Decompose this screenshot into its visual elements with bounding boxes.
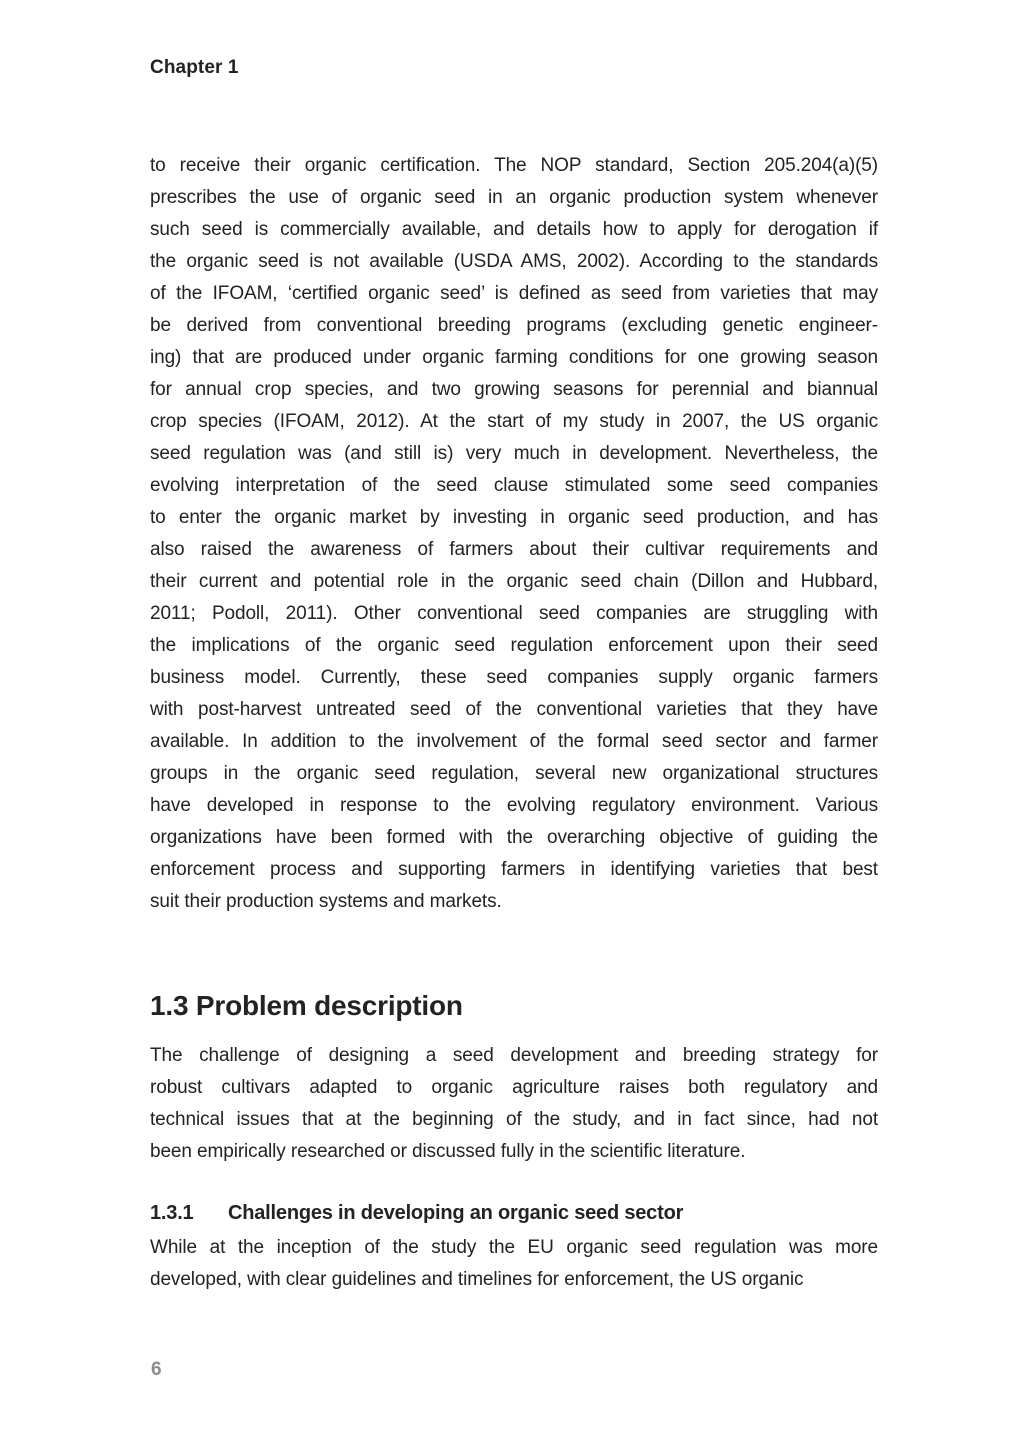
text-line: have developed in response to the evolving regulatory environment. Various: [150, 795, 878, 816]
text-line: groups in the organic seed regulation, several new organizational structures: [150, 763, 878, 784]
text-line: for annual crop species, and two growing seasons for perennial and biannual: [150, 379, 878, 400]
text-line: their current and potential role in the organic seed chain (Dillon and Hubbard,: [150, 571, 878, 592]
body-paragraph-2: [150, 1040, 878, 1168]
subsection-heading: [150, 1197, 878, 1229]
text-line: the organic seed is not available (USDA AMS, 2002). According to the standards: [150, 251, 878, 272]
text-line: enforcement process and supporting farmers in identifying varieties that best: [150, 859, 878, 880]
text-line: crop species (IFOAM, 2012). At the start of my study in 2007, the US organic: [150, 411, 878, 432]
text-line: 2011; Podoll, 2011). Other conventional seed companies are struggling with: [150, 603, 878, 624]
body-paragraph-1: [150, 150, 878, 918]
text-line: suit their production systems and markets.: [150, 891, 502, 912]
text-line: developed, with clear guidelines and timelines for enforcement, the US organic: [150, 1269, 804, 1290]
text-line: While at the inception of the study the EU organic seed regulation was more: [150, 1237, 878, 1258]
text-line: robust cultivars adapted to organic agriculture raises both regulatory and: [150, 1077, 878, 1098]
running-header: Chapter 1: [150, 57, 239, 78]
text-line: prescribes the use of organic seed in an organic production system whenever: [150, 187, 878, 208]
text-line: available. In addition to the involvement of the formal seed sector and farmer: [150, 731, 878, 752]
text-line: of the IFOAM, ‘certified organic seed’ is defined as seed from varieties that may: [150, 283, 878, 304]
text-line: technical issues that at the beginning of the study, and in fact since, had not: [150, 1109, 878, 1130]
text-line: The challenge of designing a seed development and breeding strategy for: [150, 1045, 878, 1066]
text-line: ing) that are produced under organic farming conditions for one growing season: [150, 347, 878, 368]
subsection-number: 1.3.1: [150, 1202, 194, 1224]
text-line: to enter the organic market by investing in organic seed production, and has: [150, 507, 878, 528]
text-line: seed regulation was (and still is) very much in development. Nevertheless, the: [150, 443, 878, 464]
section-heading: 1.3 Problem description: [150, 989, 463, 1021]
text-line: with post-harvest untreated seed of the conventional varieties that they have: [150, 699, 878, 720]
subsection-title: Challenges in developing an organic seed sector: [228, 1202, 684, 1224]
text-line: to receive their organic certification. The NOP standard, Section 205.204(a)(5): [150, 155, 878, 176]
text-line: organizations have been formed with the overarching objective of guiding the: [150, 827, 878, 848]
text-line: be derived from conventional breeding programs (excluding genetic engineer-: [150, 315, 878, 336]
text-line: business model. Currently, these seed companies supply organic farmers: [150, 667, 878, 688]
page-number: 6: [151, 1359, 162, 1380]
text-line: also raised the awareness of farmers about their cultivar requirements and: [150, 539, 878, 560]
body-paragraph-3: [150, 1232, 878, 1296]
text-line: been empirically researched or discussed fully in the scientific literature.: [150, 1141, 746, 1162]
text-line: evolving interpretation of the seed clause stimulated some seed companies: [150, 475, 878, 496]
text-line: such seed is commercially available, and details how to apply for derogation if: [150, 219, 878, 240]
text-line: the implications of the organic seed regulation enforcement upon their seed: [150, 635, 878, 656]
